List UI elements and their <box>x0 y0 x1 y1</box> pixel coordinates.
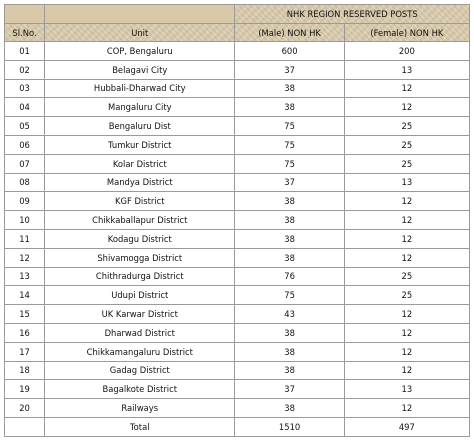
row-female-posts: 12 <box>344 399 469 418</box>
row-unit: Belagavi City <box>45 60 235 79</box>
row-female-posts: 13 <box>344 173 469 192</box>
row-female-posts: 12 <box>344 98 469 117</box>
table-row <box>5 154 470 173</box>
row-unit: KGF District <box>45 192 235 211</box>
row-male-posts: 38 <box>235 98 344 117</box>
row-unit: Chikkamangaluru District <box>45 342 235 361</box>
table-row <box>5 135 470 154</box>
row-sl-no: 18 <box>5 361 45 380</box>
row-sl-no: 02 <box>5 60 45 79</box>
row-female-posts: 12 <box>344 361 469 380</box>
row-male-posts: 37 <box>235 380 344 399</box>
row-sl-no: 17 <box>5 342 45 361</box>
row-male-posts: 37 <box>235 173 344 192</box>
row-female-posts: 12 <box>344 192 469 211</box>
row-female-posts: 12 <box>344 305 469 324</box>
row-male-posts: 38 <box>235 79 344 98</box>
row-male-posts: 38 <box>235 323 344 342</box>
row-male-posts: 75 <box>235 154 344 173</box>
row-unit: Bagalkote District <box>45 380 235 399</box>
row-sl-no: 06 <box>5 135 45 154</box>
column-header-female: (Female) NON HK <box>344 24 469 42</box>
row-female-posts: 12 <box>344 79 469 98</box>
table-row <box>5 229 470 248</box>
row-unit: Shivamogga District <box>45 248 235 267</box>
row-female-posts: 12 <box>344 342 469 361</box>
table-row <box>5 42 470 61</box>
row-male-posts: 43 <box>235 305 344 324</box>
row-sl-no: 08 <box>5 173 45 192</box>
row-unit: Gadag District <box>45 361 235 380</box>
total-female: 497 <box>344 417 469 436</box>
row-male-posts: 38 <box>235 211 344 230</box>
table-row <box>5 380 470 399</box>
row-unit: Hubbali-Dharwad City <box>45 79 235 98</box>
table-row <box>5 248 470 267</box>
row-male-posts: 76 <box>235 267 344 286</box>
row-sl-no: 04 <box>5 98 45 117</box>
table-row <box>5 267 470 286</box>
row-sl-no: 15 <box>5 305 45 324</box>
column-header-sl-no: Sl.No. <box>5 24 45 42</box>
table-row <box>5 98 470 117</box>
row-unit: Chikkaballapur District <box>45 211 235 230</box>
row-unit: Railways <box>45 399 235 418</box>
row-unit: Kodagu District <box>45 229 235 248</box>
table-row <box>5 211 470 230</box>
row-sl-no: 11 <box>5 229 45 248</box>
table-row <box>5 399 470 418</box>
table-row <box>5 173 470 192</box>
table-row <box>5 305 470 324</box>
row-male-posts: 38 <box>235 399 344 418</box>
row-sl-no: 16 <box>5 323 45 342</box>
row-male-posts: 38 <box>235 342 344 361</box>
total-row <box>5 417 470 436</box>
row-sl-no: 12 <box>5 248 45 267</box>
row-male-posts: 75 <box>235 286 344 305</box>
row-male-posts: 600 <box>235 42 344 61</box>
row-sl-no: 20 <box>5 399 45 418</box>
row-male-posts: 38 <box>235 361 344 380</box>
table-row <box>5 60 470 79</box>
row-sl-no: 01 <box>5 42 45 61</box>
row-unit: Dharwad District <box>45 323 235 342</box>
row-male-posts: 38 <box>235 229 344 248</box>
total-label: Total <box>45 417 235 436</box>
row-sl-no: 10 <box>5 211 45 230</box>
row-unit: COP, Bengaluru <box>45 42 235 61</box>
row-male-posts: 37 <box>235 60 344 79</box>
row-female-posts: 12 <box>344 248 469 267</box>
row-sl-no: 09 <box>5 192 45 211</box>
table-row <box>5 342 470 361</box>
table-row <box>5 192 470 211</box>
table-row <box>5 79 470 98</box>
row-sl-no: 13 <box>5 267 45 286</box>
table-header <box>5 5 470 42</box>
header-blank-cell <box>45 5 235 24</box>
row-sl-no: 14 <box>5 286 45 305</box>
row-male-posts: 75 <box>235 117 344 136</box>
row-female-posts: 12 <box>344 229 469 248</box>
table-row <box>5 117 470 136</box>
total-blank-cell <box>5 417 45 436</box>
row-unit: Tumkur District <box>45 135 235 154</box>
total-male: 1510 <box>235 417 344 436</box>
table-row <box>5 286 470 305</box>
row-sl-no: 03 <box>5 79 45 98</box>
reserved-posts-sheet <box>4 4 470 437</box>
row-sl-no: 19 <box>5 380 45 399</box>
row-unit: Udupi District <box>45 286 235 305</box>
row-female-posts: 25 <box>344 154 469 173</box>
row-sl-no: 05 <box>5 117 45 136</box>
row-unit: Mangaluru City <box>45 98 235 117</box>
row-female-posts: 25 <box>344 267 469 286</box>
row-unit: Bengaluru Dist <box>45 117 235 136</box>
table-body <box>5 42 470 437</box>
reserved-posts-table <box>4 4 470 437</box>
row-female-posts: 13 <box>344 380 469 399</box>
row-female-posts: 25 <box>344 135 469 154</box>
table-row <box>5 361 470 380</box>
row-female-posts: 12 <box>344 211 469 230</box>
group-header: NHK REGION RESERVED POSTS <box>235 5 470 24</box>
row-female-posts: 200 <box>344 42 469 61</box>
row-unit: Mandya District <box>45 173 235 192</box>
row-unit: Kolar District <box>45 154 235 173</box>
row-male-posts: 38 <box>235 248 344 267</box>
row-male-posts: 38 <box>235 192 344 211</box>
row-female-posts: 25 <box>344 117 469 136</box>
row-male-posts: 75 <box>235 135 344 154</box>
row-sl-no: 07 <box>5 154 45 173</box>
table-row <box>5 323 470 342</box>
column-header-male: (Male) NON HK <box>235 24 344 42</box>
row-female-posts: 25 <box>344 286 469 305</box>
header-blank-cell <box>5 5 45 24</box>
row-unit: Chithradurga District <box>45 267 235 286</box>
row-unit: UK Karwar District <box>45 305 235 324</box>
row-female-posts: 12 <box>344 323 469 342</box>
column-header-unit: Unit <box>45 24 235 42</box>
row-female-posts: 13 <box>344 60 469 79</box>
